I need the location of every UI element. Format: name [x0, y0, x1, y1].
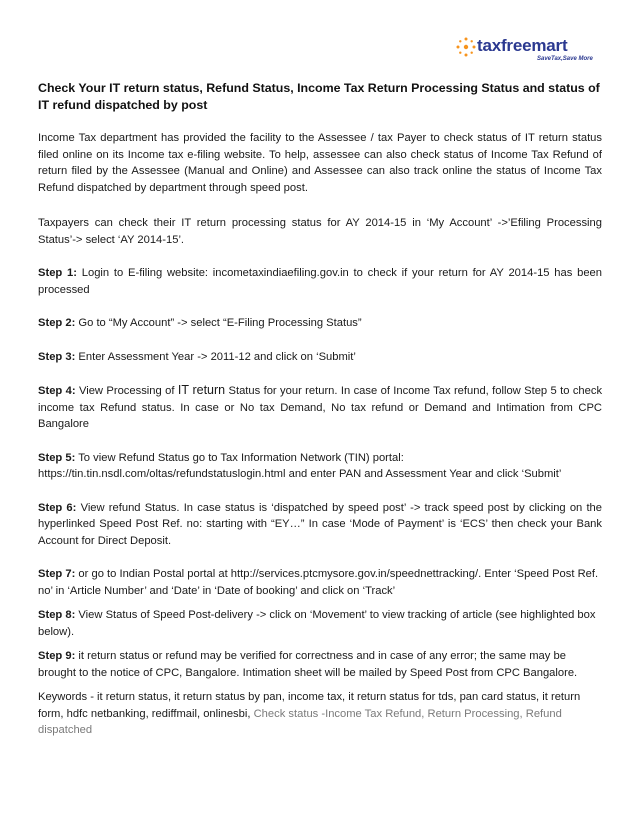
step-1 [38, 265, 602, 298]
step-label: Step 9: [38, 650, 76, 662]
taxpayers-paragraph: Taxpayers can check their IT return processing status for AY 2014-15 in ‘My Account’ ->’Efiling Processing Status’-> select ‘AY 2014-15’. [38, 217, 602, 246]
step-4 [38, 382, 602, 433]
document-body [38, 80, 602, 739]
step-text: Login to E-filing website: incometaxindiaefiling.gov.in to check if your return for AY 2014-15 has been processed [38, 267, 602, 296]
step-6 [38, 500, 602, 550]
step-text: To view Refund Status go to Tax Information Network (TIN) portal: https://tin.tin.nsdl.com/oltas/refundstatuslogin.html and enter PAN and Assessment Year and click ‘Submit’ [38, 451, 562, 480]
step-7 [38, 566, 602, 599]
step-9 [38, 648, 602, 681]
page-title: Check Your IT return status, Refund Status, Income Tax Return Processing Status and status of IT refund dispatched by post [38, 81, 600, 112]
taxfreemart-logo [455, 36, 605, 66]
step-label: Step 3: [38, 350, 76, 363]
keywords-main: Keywords - it return status, it return status by pan, income tax, it return status for tds, pan card status, it return form, hdfc netbanking, rediffmail, onlinesbi, [38, 691, 581, 720]
step-text: View Processing of [78, 385, 175, 397]
step-label: Step 7: [38, 568, 76, 580]
step-label: Step 4: [38, 385, 76, 397]
step-text: it return status or refund may be verified for correctness and in case of any error; the same may be brought to the notice of CPC, Bangalore. Intimation sheet will be mailed by Speed Post from CPC Bangalore. [38, 650, 578, 679]
step-label: Step 2: [38, 317, 76, 329]
step-3 [38, 349, 602, 366]
keywords-grey: Check status -Income Tax Refund, Return Processing, Refund dispatched [38, 707, 562, 736]
step-label: Step 6: [38, 501, 77, 514]
step-text: View Status of Speed Post-delivery -> click on ‘Movement’ to view tracking of article (see highlighted box below). [38, 609, 596, 638]
step-text: Enter Assessment Year -> 2011-12 and click on ‘Submit’ [78, 350, 356, 363]
step-5 [38, 450, 602, 483]
step-label: Step 1: [38, 267, 77, 279]
step-8 [38, 607, 602, 640]
step-text-emphasis: IT return [177, 383, 226, 397]
step-2 [38, 315, 602, 332]
step-label: Step 8: [38, 609, 76, 621]
step-text: or go to Indian Postal portal at http://services.ptcmysore.gov.in/speednettracking/. Enter ‘Speed Post Ref. no’ in ‘Article Number’ and ‘Date’ in ‘Date of booking’ and click on ‘Track’ [38, 568, 599, 597]
step-text: View refund Status. In case status is ‘dispatched by speed post’ -> track speed post by clicking on the hyperlinked Speed Post Ref. no: starting with “EY…” In case ‘Mode of Payment’ is ‘ECS’ then check your Bank Account for Direct Deposit. [38, 501, 602, 547]
step-text: Go to “My Account” -> select “E-Filing Processing Status” [78, 317, 362, 329]
keywords-paragraph [38, 689, 602, 739]
intro-paragraph: Income Tax department has provided the facility to the Assessee / tax Payer to check status of IT return status filed online on its Income tax e-filing website. To help, assessee can also check status of Income Tax Refund of return filed by the Assessee (Manual and Online) and Assessee can also track online the status of Income Tax Refund dispatched by department through speed post. [38, 132, 602, 194]
logo-tagline: SaveTax,Save More [537, 56, 593, 62]
sparkle-icon [455, 36, 477, 58]
step-label: Step 5: [38, 451, 76, 464]
logo-name: taxfreemart [477, 36, 568, 55]
step-text: Status for your return. In case of Income Tax refund, follow Step 5 to check income tax Refund status. In case or No tax Demand, No tax refund or Demand and Intimation from CPC Bangalore [38, 385, 603, 430]
